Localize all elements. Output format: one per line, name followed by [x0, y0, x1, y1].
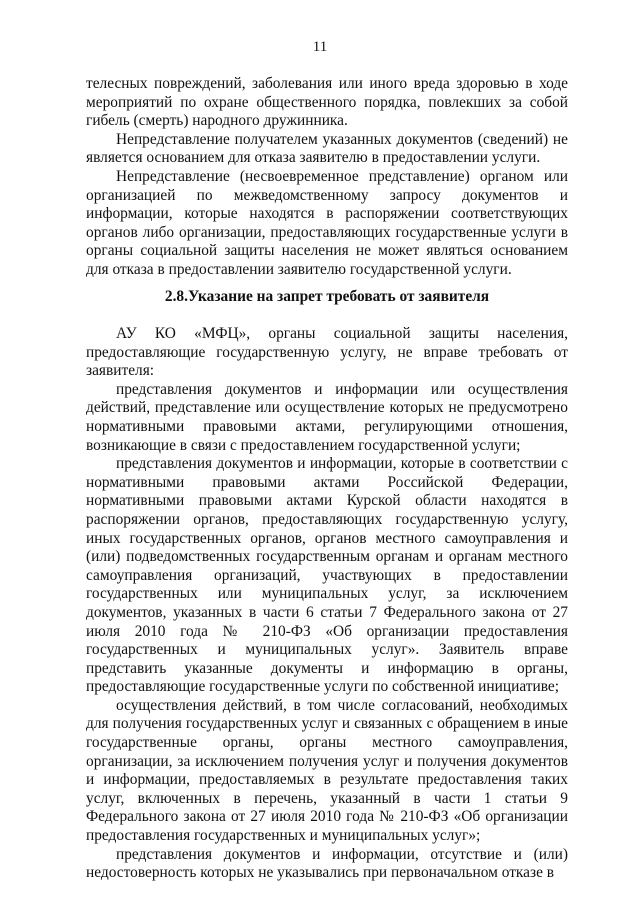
section-heading: 2.8.Указание на запрет требовать от заявителя [164, 288, 490, 305]
intro-paragraph-3: Непредставление (несвоевременное представление) органом или организацией по межведомственному запросу документов и информации, которые находятся в распоряжении соответствующих органов либо организации, предоставляющих государственные услуги в органы социальной защиты населения не может являться основанием для отказа в предоставлении заявителю государственной услуги. [86, 167, 568, 278]
section-text-block [86, 325, 568, 883]
section-paragraph-2: представления документов и информации или осуществления действий, представление или осуществление которых не предусмотрено нормативными правовыми актами, регулирующими отношения, возникающие в связи с предоставлением государственной услуги; [86, 380, 568, 454]
page-number: 11 [312, 39, 328, 55]
intro-paragraph-2: Непредставление получателем указанных документов (сведений) не является основанием для отказа заявителю в предоставлении услуги. [86, 130, 568, 167]
section-paragraph-4: осуществления действий, в том числе согласований, необходимых для получения государственных услуг и связанных с обращением в иные государственные органы, органы местного самоуправления, организации, за исключением получения услуг и получения документов и информации, предоставляемых в результате предоставления таких услуг, включенных в перечень, указанный в части 1 статьи 9 Федерального закона от 27 июля 2010 года № 210-ФЗ «Об организации предоставления государственных и муниципальных услуг»; [86, 696, 568, 845]
intro-paragraph-1: телесных повреждений, заболевания или иного вреда здоровью в ходе мероприятий по охране общественного порядка, повлекших за собой гибель (смерть) народного дружинника. [86, 75, 568, 130]
section-paragraph-3: представления документов и информации, которые в соответствии с нормативными правовыми актами Российской Федерации, нормативными правовыми актами Курской области находятся в распоряжении органов, предоставляющих государственную услугу, иных государственных органов, органов местного самоуправления и (или) подведомственных государственным органам и органам местного самоуправления организаций, участвующих в предоставлении государственных или муниципальных услуг, за исключением документов, указанных в части 6 статьи 7 Федерального закона от 27 июля 2010 года № 210-ФЗ «Об организации предоставления государственных и муниципальных услуг». Заявитель вправе представить указанные документы и информацию в органы, предоставляющие государственные услуги по собственной инициативе; [86, 455, 568, 696]
intro-text-block [86, 75, 568, 280]
section-paragraph-1: АУ КО «МФЦ», органы социальной защиты населения, предоставляющие государственную услугу, не вправе требовать от заявителя: [86, 325, 568, 380]
section-paragraph-5: представления документов и информации, отсутствие и (или) недостоверность которых не указывались при первоначальном отказе в [86, 845, 568, 882]
